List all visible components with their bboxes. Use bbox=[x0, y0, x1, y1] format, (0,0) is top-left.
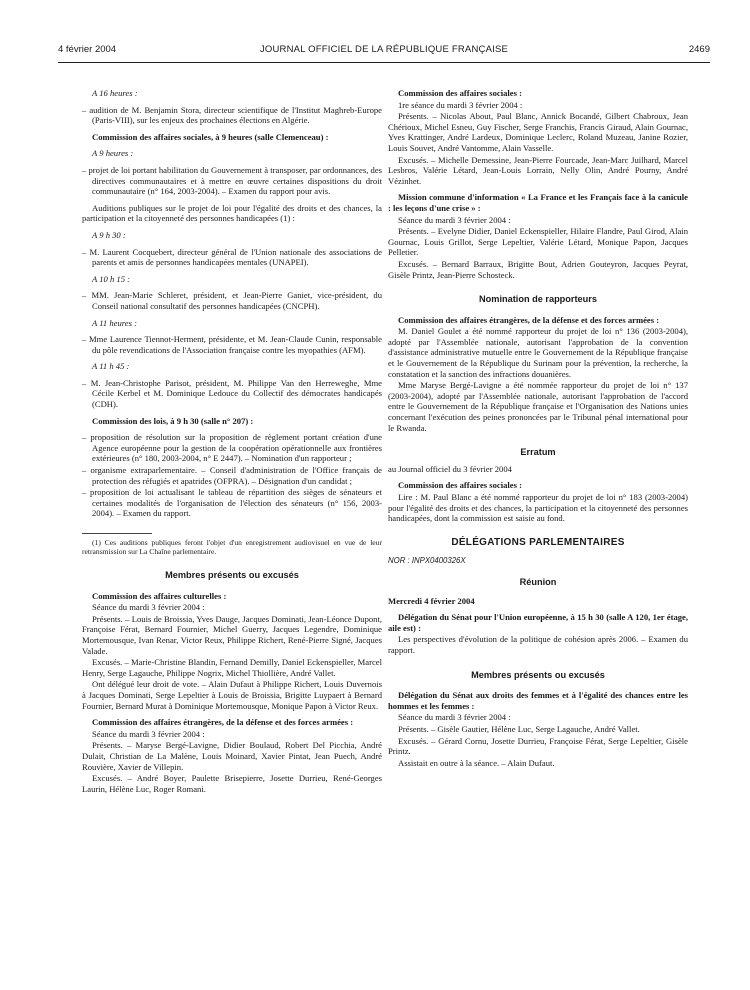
agenda-item: – audition de M. Benjamin Stora, directeur scientifique de l'Institut Maghreb-Europe (Paris-VIII), sur les enjeux des prochaines élections en Algérie. bbox=[82, 104, 382, 126]
excused-members: Excusés. – Bernard Barraux, Brigitte Bout, Adrien Gouteyron, Jacques Peyrat, Gisèle Printz, Jean-Pierre Schosteck. bbox=[388, 258, 688, 280]
agenda-item: – proposition de résolution sur la proposition de règlement portant création d'une Agence européenne pour la gestion de la coopération opérationnelle aux frontières extérieures (n° 180, 2003-2004, n° E 2447). – Nomination d'un rapporteur ; bbox=[82, 432, 382, 464]
section-title: Membres présents ou excusés bbox=[165, 570, 299, 580]
header-date: 4 février 2004 bbox=[58, 44, 117, 55]
mission-heading: Mission commune d'information « La France et les Français face à la canicule : les leçons d'une crise » : bbox=[388, 192, 688, 213]
excused-members: Excusés. – Michelle Demessine, Jean-Pierre Fourcade, Jean-Marc Juilhard, Marcel Lesbros, Valérie Létard, Jean-Louis Lorrain, Nelly Olin, André Pourny, André Vézinhet. bbox=[388, 154, 688, 186]
present-members: Présents. – Louis de Broissia, Yves Dauge, Jacques Dominati, Jean-Léonce Dupont, Françoise Férat, Bernard Fournier, Michel Guerry, Jacques Legendre, Dominique Mortemousque, Ivan Renar, Victor Reux, Philippe Richert, René-Pierre Signé, Jacques Valade. bbox=[82, 613, 382, 656]
section-title: Membres présents ou excusés bbox=[471, 669, 605, 680]
right-column bbox=[388, 88, 688, 774]
footnote: (1) Ces auditions publiques feront l'objet d'un enregistrement audiovisuel en vue de leur retransmission sur La Chaîne parlementaire. bbox=[82, 538, 382, 556]
appointment-text: M. Daniel Goulet a été nommé rapporteur du projet de loi n° 136 (2003-2004), adopté par l'Assemblée nationale, autorisant l'approbation de la convention d'assistance administrative mutuelle entre le Gouvernement de la République française et le Gouvernement de la République du Surinam pour la prévention, la recherche, la constatation et la sanction des infractions douanières. bbox=[388, 326, 688, 379]
time-label: A 16 heures : bbox=[92, 88, 138, 98]
section-title: DÉLÉGATIONS PARLEMENTAIRES bbox=[451, 536, 625, 548]
section-title: Réunion bbox=[519, 576, 557, 587]
session-date: 1re séance du mardi 3 février 2004 : bbox=[398, 99, 523, 110]
section-title: Erratum bbox=[520, 447, 556, 458]
appointment-text: Mme Maryse Bergé-Lavigne a été nommée rapporteur du projet de loi n° 137 (2003-2004), adopté par l'Assemblée nationale, autorisant l'approbation de l'accord entre le Gouvernement de la République française et l'Organisation des Nations unies concernant l'exécution des peines prononcées par le Tribunal pénal international pour le Rwanda. bbox=[388, 380, 688, 433]
excused-members: Excusés. – Marie-Christine Blandin, Fernand Demilly, Daniel Eckenspieller, Marcel Henry, Serge Lagauche, Philippe Nogrix, Michel Thiollière, André Vallet. bbox=[82, 657, 382, 678]
nor-reference: NOR : INPX0400326X bbox=[388, 556, 466, 566]
committee-heading: Commission des lois, à 9 h 30 (salle n° 207) : bbox=[92, 415, 254, 426]
session-date: Séance du mardi 3 février 2004 : bbox=[92, 728, 205, 739]
committee-heading: Commission des affaires sociales, à 9 heures (salle Clemenceau) : bbox=[92, 131, 329, 142]
present-members: Présents. – Nicolas About, Paul Blanc, Annick Bocandé, Gilbert Chabroux, Jean Chérioux, Michel Esneu, Guy Fischer, Serge Franchis, Francis Giraud, Alain Gournac, Yves Krattinger, André Lardeux, Dominique Leclerc, Roland Muzeau, Janine Rozier, Louis Souvet, André Vantomme, Alain Vasselle. bbox=[388, 111, 688, 153]
committee-heading: Commission des affaires étrangères, de la défense et des forces armées : bbox=[92, 717, 354, 728]
time-label: A 11 h 45 : bbox=[92, 361, 130, 372]
agenda-item: – organisme extraparlementaire. – Conseil d'administration de l'Office français de protection des réfugiés et apatrides (OFPRA). – Désignation d'un candidat ; bbox=[82, 465, 382, 486]
committee-heading: Commission des affaires étrangères, de la défense et des forces armées : bbox=[398, 314, 660, 325]
committee-heading: Commission des affaires sociales : bbox=[398, 480, 522, 491]
agenda-text: Les perspectives d'évolution de la politique de cohésion après 2006. – Examen du rapport. bbox=[388, 634, 688, 655]
agenda-item: – MM. Jean-Marie Schleret, président, et Jean-Pierre Ganiet, vice-président, du Conseil national consultatif des personnes handicapées (CNCPH). bbox=[82, 290, 382, 311]
meeting-date: Mercredi 4 février 2004 bbox=[388, 595, 475, 606]
session-date: Séance du mardi 3 février 2004 : bbox=[398, 712, 511, 723]
session-date: Séance du mardi 3 février 2004 : bbox=[92, 602, 205, 613]
left-column bbox=[82, 88, 382, 800]
present-members: Présents. – Evelyne Didier, Daniel Eckenspieller, Hilaire Flandre, Paul Girod, Alain Gournac, Louis Grillot, Serge Lepeltier, Valérie Létard, Monique Papon, Jacques Pelletier. bbox=[388, 226, 688, 258]
footnote-rule bbox=[82, 533, 152, 534]
erratum-subtitle: au Journal officiel du 3 février 2004 bbox=[388, 463, 512, 474]
excused-members: Excusés. – André Boyer, Paulette Brisepierre, Josette Durrieu, René-Georges Laurin, Hélène Luc, Roger Romani. bbox=[82, 773, 382, 794]
section-title: Nomination de rapporteurs bbox=[479, 294, 597, 305]
agenda-item: – proposition de loi actualisant le tableau de répartition des sièges de sénateurs et certaines modalités de l'organisation de l'élection des sénateurs (n° 156, 2003-2004). – Examen du rapport. bbox=[82, 487, 382, 519]
time-label: A 9 h 30 : bbox=[92, 229, 126, 240]
header-title: JOURNAL OFFICIEL DE LA RÉPUBLIQUE FRANÇAISE bbox=[259, 44, 509, 55]
committee-heading: Commission des affaires sociales : bbox=[398, 88, 522, 98]
also-attending: Assistait en outre à la séance. – Alain Dufaut. bbox=[398, 757, 555, 768]
time-label: A 11 heures : bbox=[92, 317, 137, 328]
hearings-intro: Auditions publiques sur le projet de loi pour l'égalité des droits et des chances, la participation et la citoyenneté des personnes handicapées (1) : bbox=[82, 202, 382, 224]
excused-members: Excusés. – Gérard Cornu, Josette Durrieu, Françoise Férat, Serge Lepeltier, Gisèle Printz. bbox=[388, 735, 688, 757]
proxy-votes: Ont délégué leur droit de vote. – Alain Dufaut à Philippe Richert, Louis Duvernois à Jacques Dominati, Serge Lepeltier à Louis de Broissia, Brigitte Luypaert à Bernard Fournier, Bernard Murat à Dominique Mortemousque, Monique Papon à Victor Reux. bbox=[82, 679, 382, 711]
delegation-heading: Délégation du Sénat aux droits des femmes et à l'égalité des chances entre les hommes et les femmes : bbox=[388, 690, 688, 711]
agenda-item: – Mme Laurence Tiennot-Herment, présidente, et M. Jean-Claude Cunin, responsable du pôle revendications de l'Association française contre les myopathies (AFM). bbox=[82, 334, 382, 355]
agenda-item: – M. Jean-Christophe Parisot, président, M. Philippe Van den Herreweghe, Mme Cécile Kerbel et M. Dominique Ledouce du Collectif des démocrates handicapés (CDH). bbox=[82, 377, 382, 410]
header-rule bbox=[58, 62, 710, 63]
agenda-item: – M. Laurent Cocquebert, directeur général de l'Union nationale des associations de parents et amis de personnes handicapées mentales (UNAPEI). bbox=[82, 246, 382, 268]
header-page-number: 2469 bbox=[688, 44, 710, 55]
delegation-heading: Délégation du Sénat pour l'Union européenne, à 15 h 30 (salle A 120, 1er étage, aile est) : bbox=[388, 612, 688, 633]
committee-heading: Commission des affaires culturelles : bbox=[92, 590, 227, 601]
present-members: Présents. – Maryse Bergé-Lavigne, Didier Boulaud, Robert Del Picchia, André Dulait, Christian de La Malène, Louis Moinard, Xavier Pintat, Jean Puech, André Rouvière, Xavier de Villepin. bbox=[82, 740, 382, 772]
present-members: Présents. – Gisèle Gautier, Hélène Luc, Serge Lagauche, André Vallet. bbox=[398, 723, 640, 734]
session-date: Séance du mardi 3 février 2004 : bbox=[398, 214, 511, 225]
page-header bbox=[58, 44, 710, 58]
agenda-item: – projet de loi portant habilitation du Gouvernement à transposer, par ordonnances, des directives communautaires et à mettre en œuvre certaines dispositions du droit communautaire (n° 164, 2003-2004). – Examen du rapport pour avis. bbox=[82, 164, 382, 197]
time-label: A 9 heures : bbox=[92, 148, 134, 159]
time-label: A 10 h 15 : bbox=[92, 273, 131, 284]
erratum-text: Lire : M. Paul Blanc a été nommé rapporteur du projet de loi n° 183 (2003-2004) pour l'égalité des droits et des chances, la participation et la citoyenneté des personnes handicapées, dont la commission est saisie au fond. bbox=[388, 492, 688, 524]
